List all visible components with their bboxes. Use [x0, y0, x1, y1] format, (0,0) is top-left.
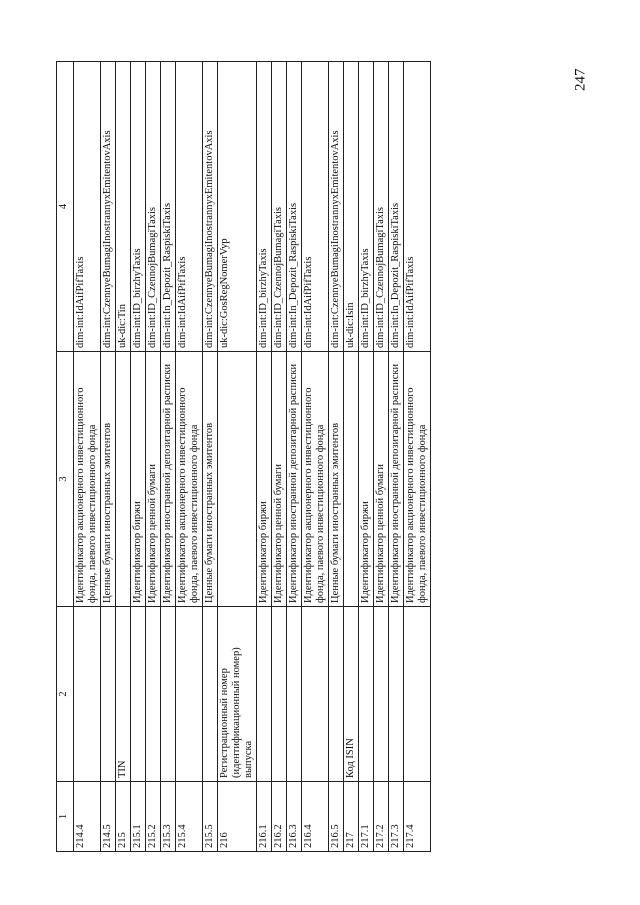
table-row	[203, 62, 218, 852]
page-number: 247	[572, 68, 589, 92]
table-row	[146, 62, 161, 852]
table-row	[161, 62, 176, 852]
row-number: 216.5	[329, 782, 344, 852]
table-row	[359, 62, 374, 852]
table-body	[74, 62, 431, 852]
row-code: uk-dic:Isin	[344, 62, 359, 352]
row-code: uk-dic:GosRegNomerVyp	[218, 62, 257, 352]
table-row	[218, 62, 257, 852]
row-number: 216	[218, 782, 257, 852]
row-code: dim-int:IdAifPifTaxis	[176, 62, 203, 352]
row-name	[161, 607, 176, 782]
row-description: Ценные бумаги иностранных эмитентов	[203, 352, 218, 607]
row-number: 215.5	[203, 782, 218, 852]
row-code: dim-int:ID_birzhyTaxis	[257, 62, 272, 352]
row-description: Ценные бумаги иностранных эмитентов	[329, 352, 344, 607]
data-table	[56, 61, 431, 852]
row-number: 216.1	[257, 782, 272, 852]
row-code: dim-int:IdAifPifTaxis	[302, 62, 329, 352]
row-name	[272, 607, 287, 782]
row-description: Идентификатор биржи	[257, 352, 272, 607]
row-name	[404, 607, 431, 782]
row-number: 216.2	[272, 782, 287, 852]
row-number: 217.4	[404, 782, 431, 852]
row-name	[389, 607, 404, 782]
row-description: Идентификатор иностранной депозитарной расписки	[161, 352, 176, 607]
row-description: Идентификатор ценной бумаги	[272, 352, 287, 607]
row-number: 215.4	[176, 782, 203, 852]
row-number: 215.2	[146, 782, 161, 852]
row-description: Идентификатор акционерного инвестиционного фонда, паевого инвестиционного фонда	[74, 352, 101, 607]
row-code: dim-int:ID_birzhyTaxis	[359, 62, 374, 352]
row-name: Регистрационный номер (идентификационный номер) выпуска	[218, 607, 257, 782]
row-name	[146, 607, 161, 782]
header-col-3: 3	[57, 352, 74, 607]
row-code: dim-int:In_Depozit_RaspiskiTaxis	[287, 62, 302, 352]
row-description	[116, 352, 131, 607]
row-name	[101, 607, 116, 782]
row-code: dim-int:In_Depozit_RaspiskiTaxis	[389, 62, 404, 352]
row-description: Идентификатор биржи	[131, 352, 146, 607]
row-code: uk-dic:Tin	[116, 62, 131, 352]
row-name	[359, 607, 374, 782]
table-row	[302, 62, 329, 852]
table-row	[176, 62, 203, 852]
row-name	[329, 607, 344, 782]
table-row	[257, 62, 272, 852]
row-number: 216.4	[302, 782, 329, 852]
row-description: Идентификатор иностранной депозитарной расписки	[389, 352, 404, 607]
row-number: 214.5	[101, 782, 116, 852]
row-number: 215	[116, 782, 131, 852]
row-number: 217	[344, 782, 359, 852]
row-description: Идентификатор акционерного инвестиционного фонда, паевого инвестиционного фонда	[404, 352, 431, 607]
row-number: 217.2	[374, 782, 389, 852]
row-name: TIN	[116, 607, 131, 782]
header-col-4: 4	[57, 62, 74, 352]
table-row	[101, 62, 116, 852]
row-number: 216.3	[287, 782, 302, 852]
row-name	[374, 607, 389, 782]
table-row	[374, 62, 389, 852]
row-code: dim-int:IdAifPifTaxis	[74, 62, 101, 352]
row-code: dim-int:ID_CzennojBumagiTaxis	[146, 62, 161, 352]
row-name	[131, 607, 146, 782]
row-name: Код ISIN	[344, 607, 359, 782]
header-col-2: 2	[57, 607, 74, 782]
row-number: 217.3	[389, 782, 404, 852]
header-row	[57, 62, 74, 852]
table-row	[287, 62, 302, 852]
row-number: 214.4	[74, 782, 101, 852]
table-row	[389, 62, 404, 852]
row-description	[218, 352, 257, 607]
row-name	[203, 607, 218, 782]
header-col-1: 1	[57, 782, 74, 852]
row-name	[257, 607, 272, 782]
row-number: 215.1	[131, 782, 146, 852]
row-description: Идентификатор акционерного инвестиционного фонда, паевого инвестиционного фонда	[176, 352, 203, 607]
table-row	[404, 62, 431, 852]
row-code: dim-int:ID_CzennojBumagiTaxis	[374, 62, 389, 352]
row-code: dim-int:CzennyeBumagiInostrannyxEmitentovAxis	[101, 62, 116, 352]
row-number: 217.1	[359, 782, 374, 852]
row-description: Идентификатор ценной бумаги	[374, 352, 389, 607]
row-number: 215.3	[161, 782, 176, 852]
rotated-table	[56, 62, 550, 852]
row-code: dim-int:ID_birzhyTaxis	[131, 62, 146, 352]
table-row	[116, 62, 131, 852]
row-code: dim-int:CzennyeBumagiInostrannyxEmitentovAxis	[329, 62, 344, 352]
table-container	[56, 62, 550, 852]
row-description	[344, 352, 359, 607]
table-row	[131, 62, 146, 852]
row-name	[74, 607, 101, 782]
row-description: Ценные бумаги иностранных эмитентов	[101, 352, 116, 607]
row-name	[302, 607, 329, 782]
row-description: Идентификатор ценной бумаги	[146, 352, 161, 607]
table-row	[272, 62, 287, 852]
row-description: Идентификатор биржи	[359, 352, 374, 607]
row-description: Идентификатор иностранной депозитарной расписки	[287, 352, 302, 607]
row-code: dim-int:In_Depozit_RaspiskiTaxis	[161, 62, 176, 352]
table-row	[329, 62, 344, 852]
row-name	[176, 607, 203, 782]
table-row	[74, 62, 101, 852]
row-code: dim-int:CzennyeBumagiInostrannyxEmitentovAxis	[203, 62, 218, 352]
row-name	[287, 607, 302, 782]
row-code: dim-int:IdAifPifTaxis	[404, 62, 431, 352]
row-description: Идентификатор акционерного инвестиционного фонда, паевого инвестиционного фонда	[302, 352, 329, 607]
row-code: dim-int:ID_CzennojBumagiTaxis	[272, 62, 287, 352]
table-row	[344, 62, 359, 852]
